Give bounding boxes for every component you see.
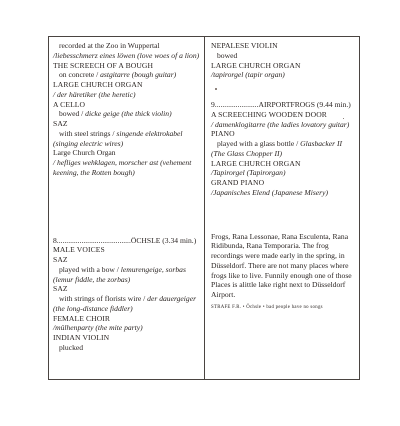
text-span: dicke geige (the thick violin): [85, 109, 172, 119]
text-line: Large Church Organ: [53, 148, 116, 158]
text-span: lemurengeige, sorbas: [120, 264, 186, 274]
text-line: FEMALE CHOIR: [53, 313, 111, 323]
speck-mark: [215, 88, 217, 90]
footer-credit: STRAFE F.R. • Öchsle • bad people have no songs: [211, 304, 323, 310]
text-line: / damenklogitarre (the ladies lovatory guitar): [211, 119, 350, 129]
text-line: MALE VOICES: [53, 245, 105, 255]
text-line: / hefliges wehklagen, morscher ast (vehement: [53, 158, 192, 167]
text-line: bowed: [217, 50, 238, 60]
text-line: GRAND PIANO: [211, 178, 265, 187]
text-span: singende elektrokabel: [116, 128, 183, 138]
left-column: [53, 41, 201, 353]
text-span: astgitarre (bough guitar): [100, 70, 177, 80]
text-line: Places is alittle lake right next to Düsseldorf: [211, 280, 346, 290]
text-line: /mülhenparty (the mite party): [53, 323, 143, 333]
text-span: played with a glass bottle /: [217, 139, 301, 148]
text-line: [53, 294, 201, 304]
text-line: PIANO: [211, 129, 235, 139]
text-line: Ridibunda, Rana Temporaria. The frog: [211, 241, 329, 251]
text-line: /Japanisches Elend (Japanese Misery): [211, 187, 329, 197]
text-line: /liebesschmerz eines löwen (love woes of a lion): [53, 50, 200, 60]
text-span: with steel strings /: [59, 128, 117, 138]
text-span: Glasbacker II: [300, 139, 343, 148]
text-line: [53, 129, 201, 139]
text-line: recordings were made early in the spring, in: [211, 251, 345, 260]
text-line: (lemur fiddle, the zorbas): [53, 274, 131, 284]
left-block-track-8: [53, 236, 201, 353]
text-line: keening, the Rotten bough): [53, 167, 135, 177]
text-line: (singing electric wires): [53, 138, 124, 148]
text-line: /Tapirorgel (Tapirorgan): [211, 168, 286, 178]
text-line: SAZ: [53, 119, 68, 128]
text-line: frogs like to live. Funnily enough one of those: [211, 270, 352, 280]
text-line: [53, 109, 201, 119]
text-span: bowed /: [59, 109, 86, 119]
text-line: / der häretiker (the heretic): [53, 89, 136, 99]
text-line: /tapirorgel (tapir organ): [211, 70, 285, 80]
text-line: 9.......................AIRPORTFROGS (9.44 min.): [211, 100, 351, 109]
right-block-frog-notes: [211, 232, 357, 300]
right-block-1: [211, 41, 357, 80]
text-line: INDIAN VIOLIN: [53, 333, 110, 342]
text-line: plucked: [59, 342, 84, 352]
text-line: Frogs, Rana Lessonae, Rana Esculenta, Rana: [211, 231, 349, 241]
column-divider: [204, 37, 205, 379]
text-line: [211, 139, 357, 149]
text-line: [53, 70, 201, 80]
text-line: recorded at the Zoo in Wuppertal: [59, 41, 160, 50]
text-span: played with a bow /: [59, 264, 121, 274]
text-line: THE SCREECH OF A BOUGH: [53, 60, 154, 70]
text-line: Airport.: [211, 290, 236, 299]
text-line: A SCREECHING WOODEN DOOR: [211, 109, 327, 119]
right-column: [211, 41, 357, 313]
text-line: A CELLO: [53, 99, 86, 109]
speck-mark: [343, 118, 344, 119]
booklet-page: [48, 36, 360, 380]
text-line: SAZ: [53, 255, 68, 264]
text-line: (the long-distance fiddler): [53, 303, 133, 313]
text-line: 8.......................................ÖCHSLE (3.34 min.): [53, 235, 197, 245]
text-span: with strings of florists wire /: [59, 294, 148, 303]
text-span: on concrete /: [59, 70, 101, 80]
text-line: SAZ: [53, 284, 68, 294]
text-line: LARGE CHURCH ORGAN: [53, 80, 143, 89]
text-span: der dauergeiger: [147, 294, 197, 303]
text-line: Düsseldorf. There are not many places where: [211, 260, 349, 270]
left-block-1: [53, 41, 201, 178]
text-line: NEPALESE VIOLIN: [211, 41, 278, 50]
text-line: (The Glass Chopper II): [211, 148, 283, 158]
text-line: LARGE CHURCH ORGAN: [211, 60, 301, 70]
right-block-track-9: [211, 100, 357, 198]
text-line: [53, 265, 201, 275]
text-line: LARGE CHURCH ORGAN: [211, 158, 301, 168]
